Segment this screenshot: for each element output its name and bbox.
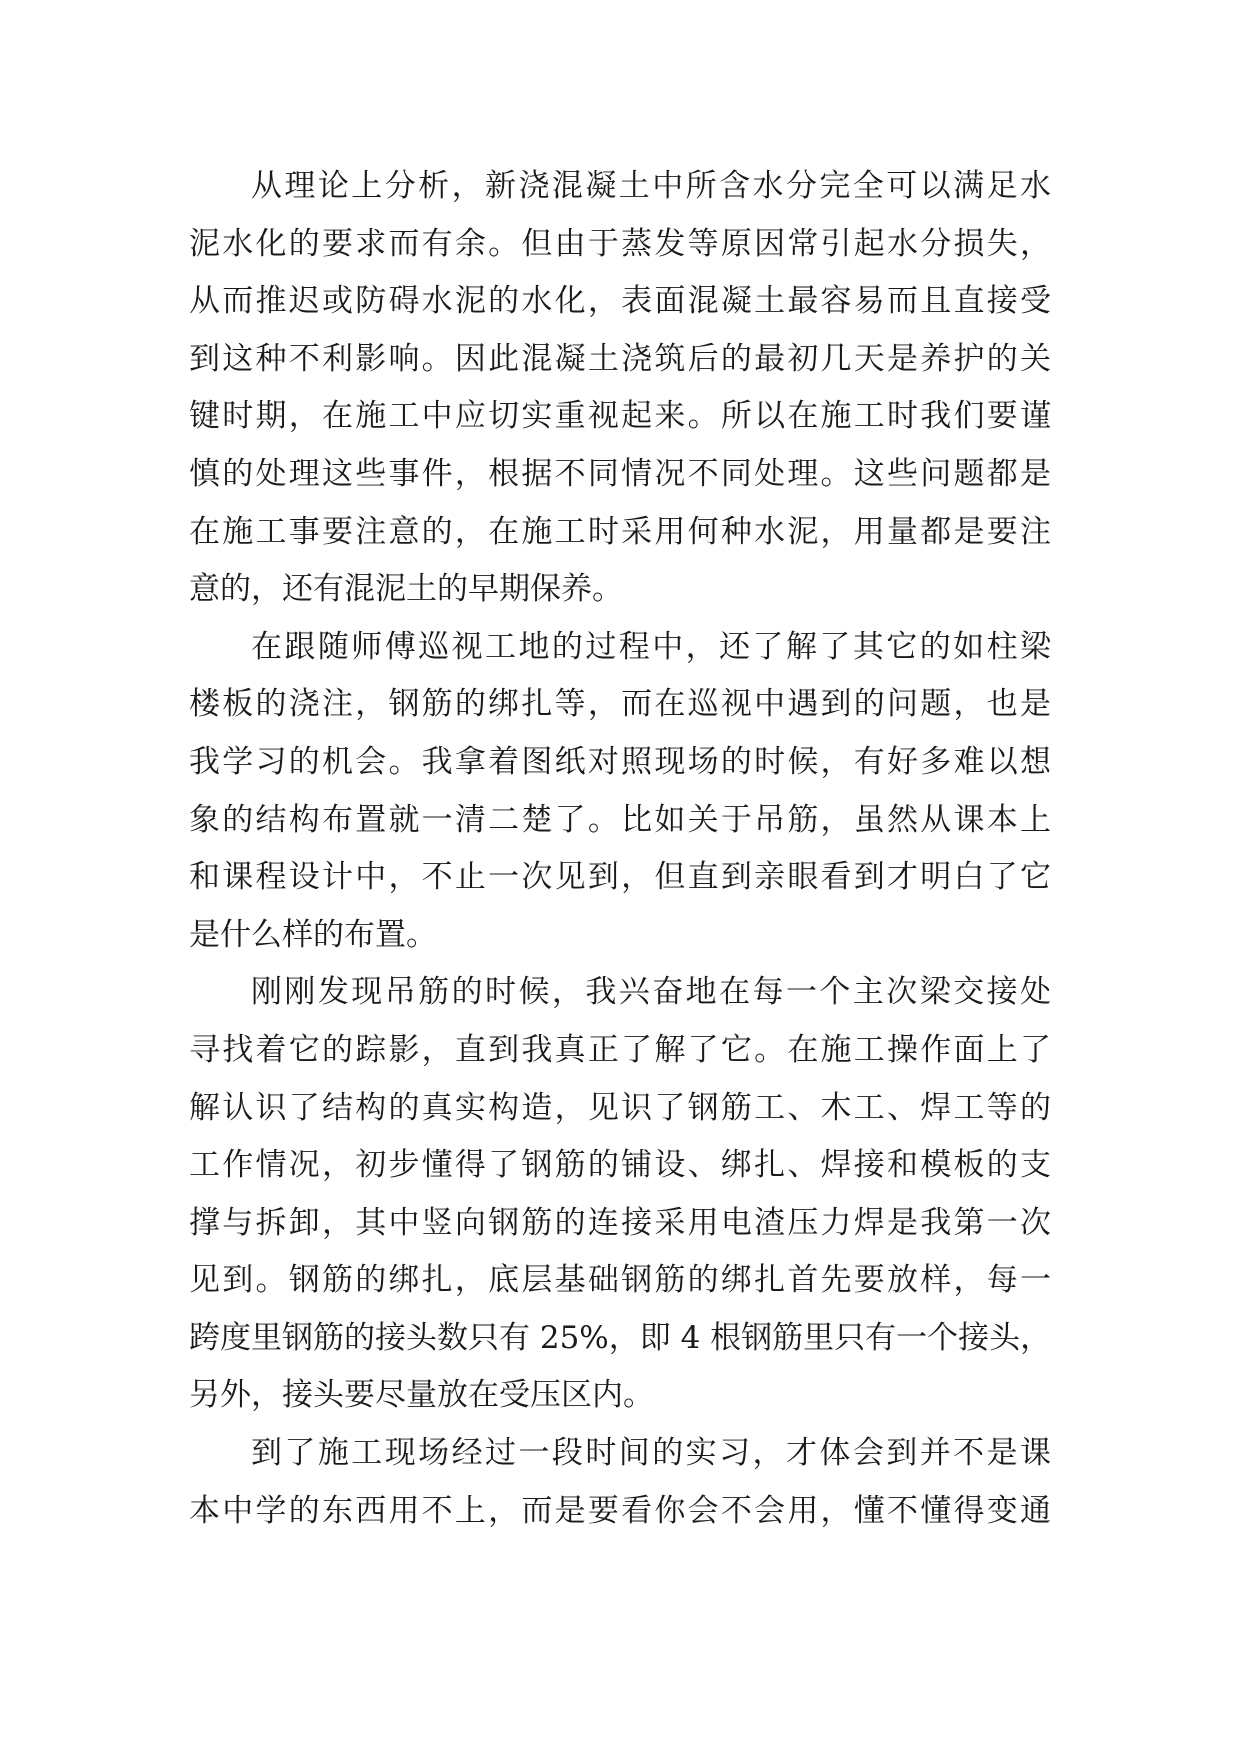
- document-body: [189, 158, 1051, 1540]
- text-line: 解认识了结构的真实构造，见识了钢筋工、木工、焊工等的: [189, 1089, 1051, 1126]
- text-line: 到这种不利影响。因此混凝土浇筑后的最初几天是养护的关: [189, 340, 1051, 377]
- text-line: 泥水化的要求而有余。但由于蒸发等原因常引起水分损失，: [189, 225, 1051, 262]
- text-line: 到了施工现场经过一段时间的实习，才体会到并不是课: [251, 1435, 1051, 1472]
- text-line: 从理论上分析，新浇混凝土中所含水分完全可以满足水: [251, 168, 1051, 204]
- text-line: 慎的处理这些事件，根据不同情况不同处理。这些问题都是: [189, 455, 1051, 492]
- text-line: 意的，还有混泥土的早期保养。: [189, 571, 623, 608]
- text-line: 在施工事要注意的，在施工时采用何种水泥，用量都是要注: [189, 513, 1051, 550]
- text-line: 是什么样的布置。: [189, 916, 437, 953]
- text-line: 和课程设计中，不止一次见到，但直到亲眼看到才明白了它: [189, 859, 1051, 896]
- text-line: 在跟随师傅巡视工地的过程中，还了解了其它的如柱梁: [251, 628, 1051, 665]
- text-line: 另外，接头要尽量放在受压区内。: [189, 1377, 654, 1414]
- text-line: 象的结构布置就一清二楚了。比如关于吊筋，虽然从课本上: [189, 801, 1051, 838]
- text-line: 工作情况，初步懂得了钢筋的铺设、绑扎、焊接和模板的支: [189, 1147, 1051, 1184]
- text-line: 刚刚发现吊筋的时候，我兴奋地在每一个主次梁交接处: [251, 974, 1051, 1011]
- text-line: 跨度里钢筋的接头数只有 25%，即 4 根钢筋里只有一个接头，: [189, 1319, 1052, 1356]
- text-line: 见到。钢筋的绑扎，底层基础钢筋的绑扎首先要放样，每一: [189, 1262, 1051, 1299]
- text-line: 从而推迟或防碍水泥的水化，表面混凝土最容易而且直接受: [189, 283, 1051, 320]
- paragraph-2: [189, 619, 1051, 965]
- text-line: 寻找着它的踪影，直到我真正了解了它。在施工操作面上了: [189, 1031, 1051, 1068]
- paragraph-4: [189, 1425, 1051, 1540]
- text-line: 我学习的机会。我拿着图纸对照现场的时候，有好多难以想: [189, 743, 1051, 780]
- paragraph-3: [189, 964, 1051, 1425]
- paragraph-1: [189, 158, 1051, 619]
- text-line: 键时期，在施工中应切实重视起来。所以在施工时我们要谨: [189, 398, 1051, 435]
- text-line: 撑与拆卸，其中竖向钢筋的连接采用电渣压力焊是我第一次: [189, 1204, 1051, 1241]
- text-line: 本中学的东西用不上，而是要看你会不会用，懂不懂得变通: [189, 1492, 1051, 1529]
- text-line: 楼板的浇注，钢筋的绑扎等，而在巡视中遇到的问题，也是: [189, 686, 1051, 723]
